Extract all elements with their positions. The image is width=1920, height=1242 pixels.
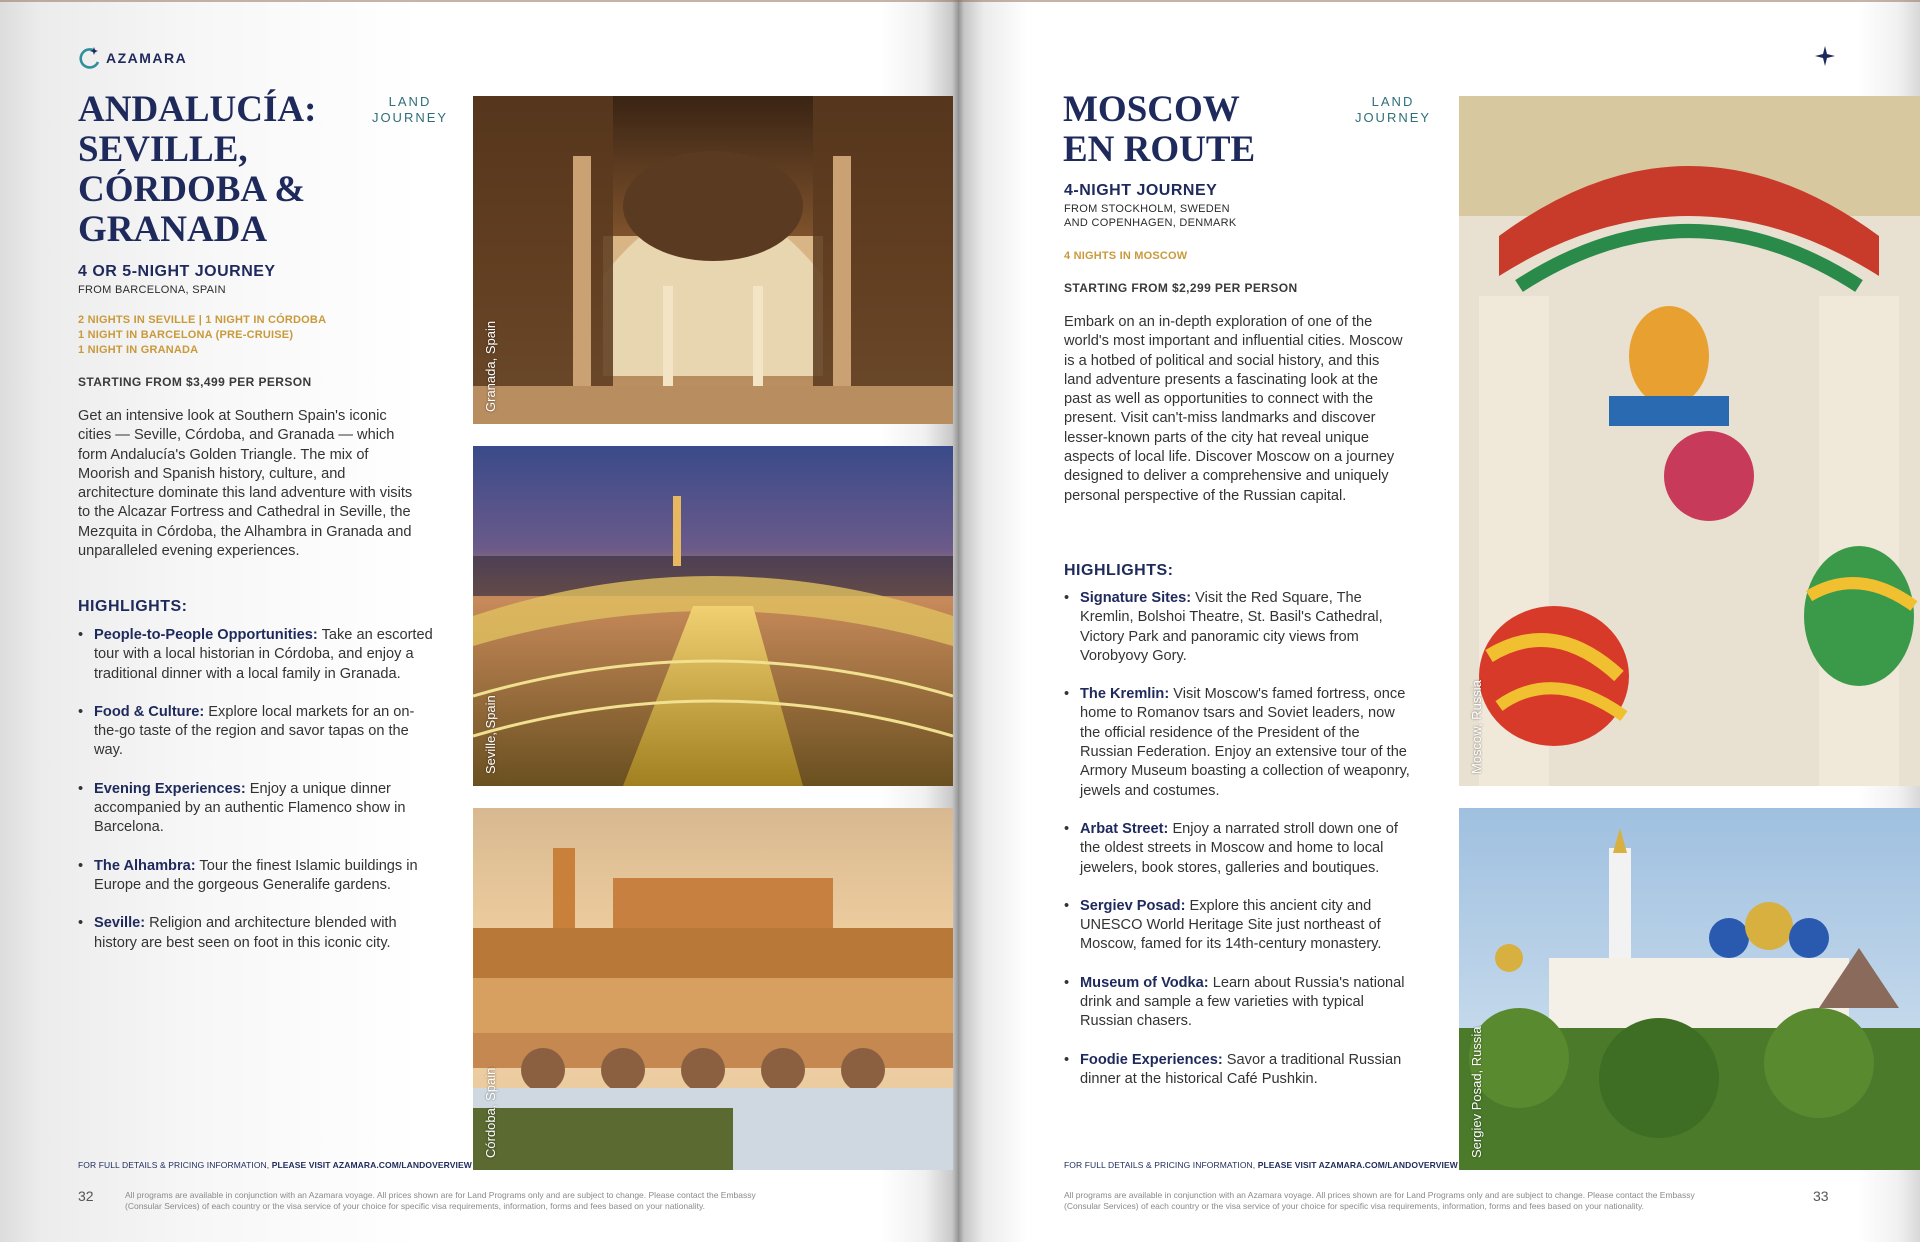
right-journey-origin <box>1064 202 1237 230</box>
photo-granada <box>473 96 953 424</box>
highlight-label: Arbat Street: <box>1080 820 1169 837</box>
photo-sergiev-posad <box>1459 808 1920 1170</box>
highlight-text: Enjoy a narrated stroll down one of the oldest streets in Moscow and home to local jewelers, book stores, galleries and boutiques. <box>1080 820 1398 876</box>
sergiev-posad-illustration <box>1459 808 1920 1170</box>
left-journey-length: 4 OR 5-NIGHT JOURNEY <box>78 263 276 280</box>
left-highlights-heading: HIGHLIGHTS: <box>78 598 188 615</box>
title-line: SEVILLE, <box>78 129 248 170</box>
highlight-text: Explore this ancient city and UNESCO World Heritage Site just northeast of Moscow, famed for its 14th-century monastery. <box>1080 897 1382 953</box>
list-item <box>1064 589 1414 666</box>
left-land-journey-tag <box>370 94 450 126</box>
list-item <box>78 626 433 684</box>
right-highlights-list <box>1064 589 1414 1089</box>
moscow-illustration <box>1459 96 1920 786</box>
highlight-text: Visit Moscow's famed fortress, once home to Romanov tsars and Soviet leaders, now the official residence of the President of the Russian Federation. Enjoy an extensive tour of the Armory Museum boasting a collection of weaponry, jewels and costumes. <box>1080 686 1410 799</box>
list-item <box>78 703 433 761</box>
right-highlights-heading: HIGHLIGHTS: <box>1064 562 1174 579</box>
title-line: GRANADA <box>78 209 268 250</box>
brand-name: AZAMARA <box>106 50 188 66</box>
list-item <box>1064 1051 1414 1090</box>
highlight-text: Savor a traditional Russian dinner at the historical Café Pushkin. <box>1080 1051 1402 1087</box>
footer-lead: FOR FULL DETAILS & PRICING INFORMATION, <box>1064 1160 1256 1170</box>
highlight-label: Foodie Experiences: <box>1080 1051 1223 1068</box>
highlight-text: Learn about Russia's national drink and sample a few varieties with typical Russian chasers. <box>1080 974 1405 1030</box>
nights-line: 2 NIGHTS IN SEVILLE | 1 NIGHT IN CÓRDOBA <box>78 314 327 326</box>
tag-line: JOURNEY <box>1354 110 1432 125</box>
title-line: CÓRDOBA & <box>78 169 306 210</box>
left-highlights-list <box>78 626 433 953</box>
list-item <box>1064 974 1414 1032</box>
highlight-label: The Alhambra: <box>94 857 196 874</box>
nights-line: 1 NIGHT IN GRANADA <box>78 344 199 356</box>
left-journey-origin <box>78 283 226 297</box>
highlight-label: People-to-People Opportunities: <box>94 627 318 643</box>
title-line: EN ROUTE <box>1063 129 1256 170</box>
list-item <box>78 857 433 896</box>
right-title <box>1063 90 1255 170</box>
left-page-number: 32 <box>78 1188 94 1204</box>
tag-line: LAND <box>1371 94 1415 109</box>
title-line: ANDALUCÍA: <box>78 89 317 130</box>
photo-caption: Moscow, Russia <box>1469 680 1484 774</box>
azamara-logo <box>78 46 187 70</box>
highlight-text: Tour the finest Islamic buildings in Europe and the gorgeous Generalife gardens. <box>94 857 418 893</box>
list-item <box>1064 685 1414 801</box>
left-price: STARTING FROM $3,499 PER PERSON <box>78 375 312 389</box>
tag-line: JOURNEY <box>371 110 449 125</box>
highlight-label: Seville: <box>94 915 146 932</box>
left-disclaimer: All programs are available in conjunction with an Azamara voyage. All prices shown are for Land Programs only and are subject to change. Please contact the Embassy (Consular Services) of each country or the visa service of your choice for specific visa requirements, information, forms and fees based on your nationality. <box>125 1190 756 1211</box>
left-description: Get an intensive look at Southern Spain's iconic cities — Seville, Córdoba, and Granada — which form Andalucía's Golden Triangle. The mix of Moorish and Spanish history, culture, and architecture dominate this land adventure with visits to the Alcazar Fortress and Cathedral in Seville, the Mezquita in Córdoba, the Alhambra in Granada and unparalleled evening experiences. <box>78 408 413 560</box>
footer-url[interactable]: PLEASE VISIT AZAMARA.COM/LANDOVERVIEW <box>271 1160 472 1170</box>
footer-url[interactable]: PLEASE VISIT AZAMARA.COM/LANDOVERVIEW <box>1257 1160 1458 1170</box>
highlight-text: Enjoy a unique dinner accompanied by an authentic Flamenco show in Barcelona. <box>94 780 406 836</box>
list-item <box>1064 897 1414 955</box>
highlight-text: Visit the Red Square, The Kremlin, Bolshoi Theatre, St. Basil's Cathedral, Victory Park and panoramic city views from Vorobyovy Gory. <box>1080 590 1383 664</box>
highlight-text: Religion and architecture blended with history are best seen on foot in this iconic city. <box>94 915 397 951</box>
highlight-label: Sergiev Posad: <box>1080 897 1186 914</box>
right-page-number: 33 <box>1813 1188 1829 1204</box>
highlight-label: The Kremlin: <box>1080 686 1170 703</box>
right-footer-link <box>1064 1160 1458 1170</box>
right-description: Embark on an in-depth exploration of one of the world's most important and influential cities. Moscow is a hotbed of political and social history, and this land adventure presents a fascinating look at the past as well as opportunities to connect with the present. Visit can't-miss landmarks and discover lesser-known parts of the city hat reveal unique aspects of local life. Discover Moscow on a journey designed to deliver a comprehensive and uniquely personal perspective of the Russian capital. <box>1064 314 1403 504</box>
photo-seville <box>473 446 953 786</box>
origin-line: FROM BARCELONA, SPAIN <box>78 284 226 296</box>
photo-caption: Córdoba, Spain <box>483 1067 498 1158</box>
right-nights-breakdown <box>1064 249 1187 264</box>
origin-line: FROM STOCKHOLM, SWEDEN <box>1064 203 1230 215</box>
photo-caption: Seville, Spain <box>483 695 498 774</box>
left-title <box>78 90 316 250</box>
tag-line: LAND <box>388 94 432 109</box>
nights-line: 1 NIGHT IN BARCELONA (PRE-CRUISE) <box>78 329 294 341</box>
granada-illustration <box>473 96 953 424</box>
list-item <box>78 780 433 838</box>
seville-illustration <box>473 446 953 786</box>
top-edge <box>0 0 1920 2</box>
azamara-logo-icon <box>78 46 102 70</box>
highlight-label: Signature Sites: <box>1080 590 1192 606</box>
nights-line: 4 NIGHTS IN MOSCOW <box>1064 250 1188 262</box>
right-land-journey-tag <box>1353 94 1433 126</box>
photo-caption: Granada, Spain <box>483 320 498 412</box>
highlight-label: Evening Experiences: <box>94 780 246 797</box>
highlight-text: Explore local markets for an on-the-go taste of the region and savor tapas on the way. <box>94 703 415 759</box>
left-footer-link <box>78 1160 472 1170</box>
right-price: STARTING FROM $2,299 PER PERSON <box>1064 281 1298 295</box>
right-journey-length: 4-NIGHT JOURNEY <box>1064 182 1218 199</box>
photo-moscow <box>1459 96 1920 786</box>
left-nights-breakdown <box>78 313 326 358</box>
photo-cordoba <box>473 808 953 1170</box>
list-item <box>1064 820 1414 878</box>
photo-caption: Sergiev Posad, Russia <box>1469 1026 1484 1158</box>
star-icon <box>1815 46 1835 72</box>
highlight-text: Take an escorted tour with a local historian in Córdoba, and enjoy a traditional dinner with a local family in Granada. <box>94 627 433 682</box>
origin-line: AND COPENHAGEN, DENMARK <box>1064 217 1237 229</box>
cordoba-illustration <box>473 808 953 1170</box>
right-disclaimer: All programs are available in conjunction with an Azamara voyage. All prices shown are for Land Programs only and are subject to change. Please contact the Embassy (Consular Services) of each country or the visa service of your choice for specific visa requirements, information, forms and fees based on your nationality. <box>1064 1190 1695 1211</box>
highlight-label: Museum of Vodka: <box>1080 974 1209 991</box>
title-line: MOSCOW <box>1063 89 1240 130</box>
list-item <box>78 914 433 953</box>
highlight-label: Food & Culture: <box>94 703 205 720</box>
footer-lead: FOR FULL DETAILS & PRICING INFORMATION, <box>78 1160 270 1170</box>
